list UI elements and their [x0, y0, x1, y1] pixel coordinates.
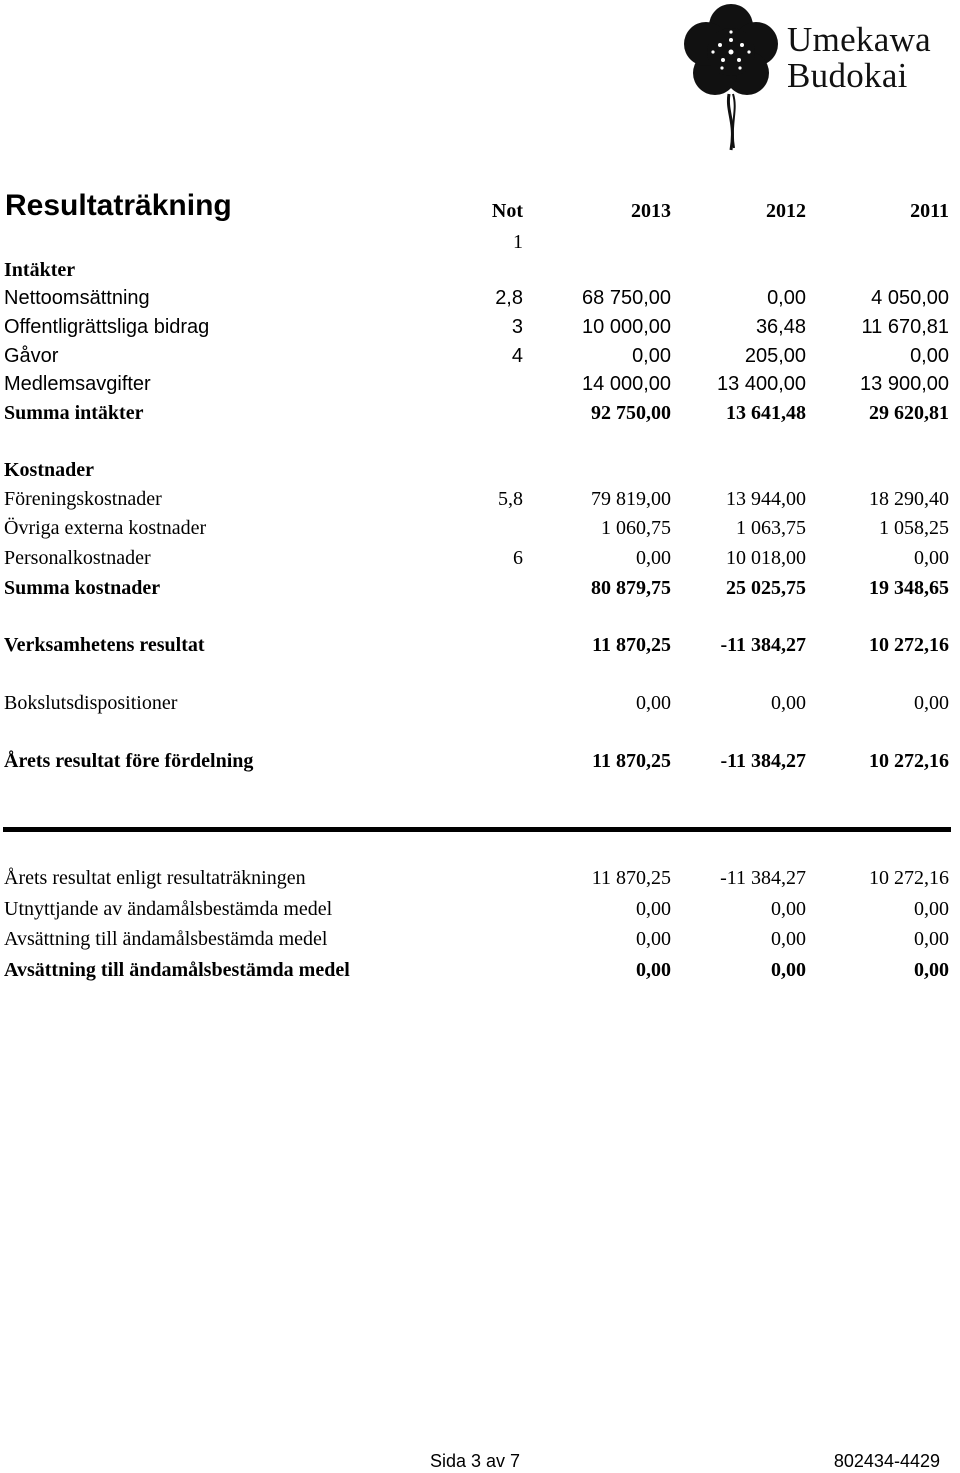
row-value-2011: 1 058,25 [879, 517, 949, 539]
row-value-2011: 10 272,16 [869, 750, 949, 772]
row-label: Föreningskostnader [4, 488, 162, 510]
row-value-2011: 18 290,40 [869, 488, 949, 510]
note-reference: 1 [513, 231, 523, 253]
row-value-2012: 0,00 [771, 959, 806, 981]
table-row [0, 285, 960, 311]
row-value-2013: 92 750,00 [591, 402, 671, 424]
row-value-2012: 10 018,00 [726, 547, 806, 569]
row-label: Bokslutsdispositioner [4, 692, 178, 714]
logo-text-line2: Budokai [787, 56, 908, 95]
row-value-2011: 0,00 [910, 345, 949, 367]
row-value-2013: 11 870,25 [592, 634, 671, 656]
row-label: Personalkostnader [4, 547, 151, 569]
row-label: Summa kostnader [4, 577, 161, 599]
row-value-2013: 0,00 [636, 547, 671, 569]
row-value-2013: 0,00 [636, 898, 671, 920]
total-row-allocation [0, 957, 960, 983]
page-number: Sida 3 av 7 [430, 1451, 521, 1471]
table-row [0, 371, 960, 397]
table-row [0, 865, 960, 891]
section-heading-income [0, 257, 960, 283]
section-heading: Intäkter [4, 259, 76, 281]
row-value-2013: 0,00 [636, 928, 671, 950]
row-value-2012: 0,00 [771, 898, 806, 920]
row-note: 2,8 [495, 287, 523, 309]
page-title: Resultaträkning [5, 189, 232, 222]
row-value-2013: 1 060,75 [601, 517, 671, 539]
row-value-2012: 13 944,00 [726, 488, 806, 510]
table-row [0, 545, 960, 571]
row-value-2012: 36,48 [755, 316, 806, 338]
row-value-2012: -11 384,27 [720, 867, 806, 889]
row-value-2013: 11 870,25 [591, 867, 671, 889]
total-row-costs [0, 575, 960, 601]
row-value-2011: 0,00 [914, 928, 949, 950]
total-row-income [0, 400, 960, 426]
row-note: 5,8 [498, 488, 523, 510]
row-note: 3 [511, 316, 523, 338]
row-value-2012: 0,00 [767, 287, 806, 309]
row-label: Offentligrättsliga bidrag [4, 316, 210, 338]
table-row [0, 926, 960, 952]
row-label: Summa intäkter [4, 402, 144, 424]
row-value-2012: -11 384,27 [720, 750, 806, 772]
table-row [0, 343, 960, 369]
row-value-2013: 79 819,00 [591, 488, 671, 510]
row-value-2013: 11 870,25 [592, 750, 671, 772]
header-year-2012: 2012 [766, 200, 806, 222]
row-value-2011: 10 272,16 [869, 634, 949, 656]
row-value-2011: 13 900,00 [860, 373, 949, 395]
row-value-2013: 80 879,75 [591, 577, 671, 599]
row-label: Medlemsavgifter [4, 373, 151, 395]
section-divider [3, 827, 951, 832]
row-value-2011: 11 670,81 [861, 316, 949, 338]
row-value-2011: 0,00 [914, 959, 949, 981]
row-value-2012: 0,00 [771, 928, 806, 950]
row-value-2011: 0,00 [914, 547, 949, 569]
row-value-2013: 0,00 [632, 345, 671, 367]
row-value-2013: 68 750,00 [582, 287, 671, 309]
row-label: Nettoomsättning [4, 287, 150, 309]
row-label: Gåvor [4, 345, 59, 367]
plum-blossom-icon [676, 2, 786, 152]
row-value-2012: 13 400,00 [717, 373, 806, 395]
row-value-2013: 10 000,00 [582, 316, 671, 338]
table-row [0, 486, 960, 512]
row-value-2013: 0,00 [636, 692, 671, 714]
row-label: Utnyttjande av ändamålsbestämda medel [4, 898, 333, 920]
row-label: Årets resultat före fördelning [4, 750, 254, 772]
row-value-2011: 29 620,81 [869, 402, 949, 424]
row-note: 4 [511, 345, 523, 367]
row-value-2012: 25 025,75 [726, 577, 806, 599]
table-row [0, 515, 960, 541]
row-value-2011: 19 348,65 [869, 577, 949, 599]
row-label: Verksamhetens resultat [4, 634, 205, 656]
row-label: Avsättning till ändamålsbestämda medel [4, 959, 350, 981]
logo [676, 2, 960, 152]
column-header-row [0, 198, 960, 224]
table-row [0, 314, 960, 340]
row-value-2012: 13 641,48 [726, 402, 806, 424]
row-value-2011: 0,00 [914, 692, 949, 714]
section-heading: Kostnader [4, 459, 94, 481]
section-heading-costs [0, 457, 960, 483]
row-label: Årets resultat enligt resultaträkningen [4, 867, 306, 889]
row-value-2012: -11 384,27 [720, 634, 806, 656]
operating-result-row [0, 632, 960, 658]
appropriations-row [0, 690, 960, 716]
header-year-2013: 2013 [631, 200, 671, 222]
row-value-2011: 10 272,16 [869, 867, 949, 889]
row-value-2011: 0,00 [914, 898, 949, 920]
year-result-row [0, 748, 960, 774]
row-value-2012: 0,00 [771, 692, 806, 714]
row-note: 6 [513, 547, 523, 569]
row-label: Avsättning till ändamålsbestämda medel [4, 928, 328, 950]
row-value-2013: 14 000,00 [582, 373, 671, 395]
logo-text-line1: Umekawa [787, 20, 931, 59]
row-value-2011: 4 050,00 [871, 287, 949, 309]
row-value-2012: 205,00 [744, 345, 806, 367]
row-value-2013: 0,00 [636, 959, 671, 981]
organization-number: 802434-4429 [833, 1451, 940, 1471]
header-not: Not [491, 200, 523, 222]
table-row [0, 896, 960, 922]
row-value-2012: 1 063,75 [736, 517, 806, 539]
note-reference-row [0, 229, 960, 255]
header-year-2011: 2011 [910, 200, 949, 222]
row-label: Övriga externa kostnader [4, 517, 207, 539]
